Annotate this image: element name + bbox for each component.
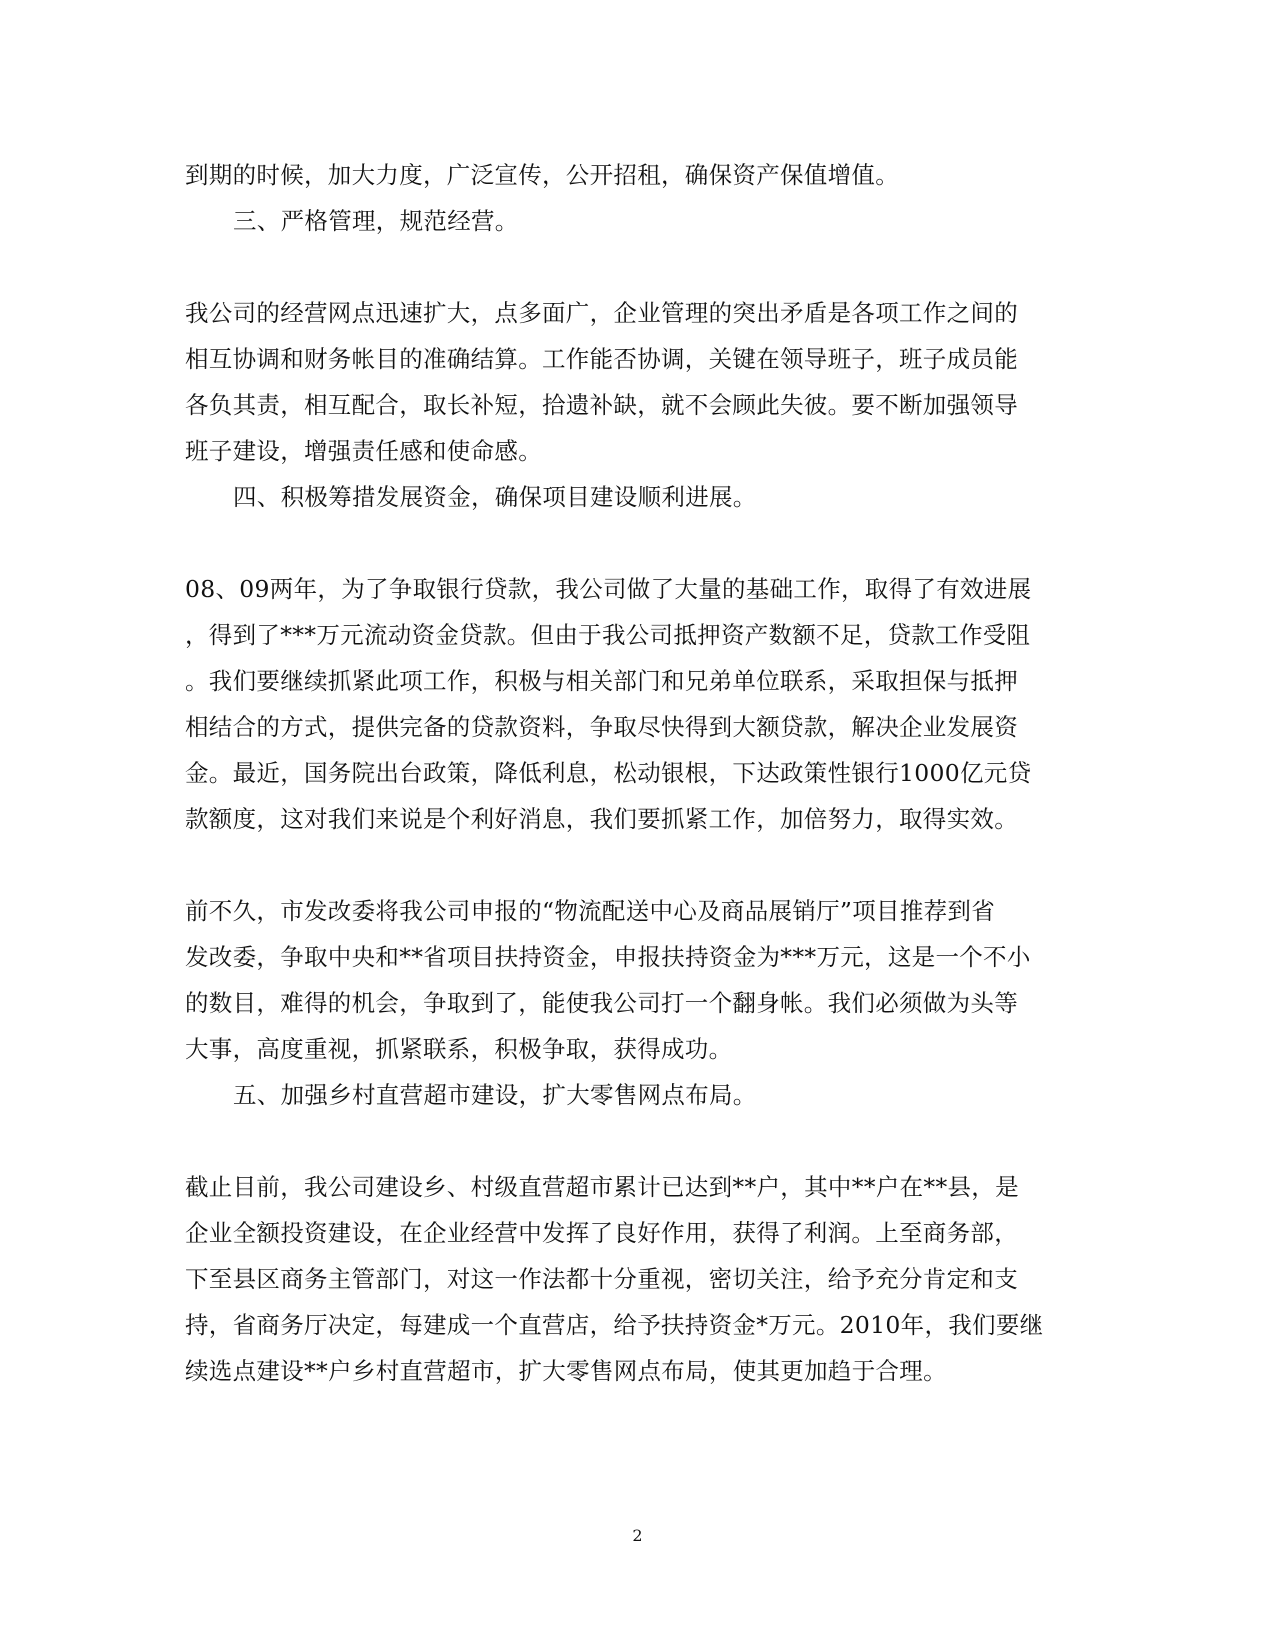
paragraph-line: 我公司的经营网点迅速扩大，点多面广，企业管理的突出矛盾是各项工作之间的 [185,299,1018,327]
paragraph-line: ，得到了***万元流动资金贷款。但由于我公司抵押资产数额不足，贷款工作受阻 [185,621,1031,649]
paragraph-line: 续选点建设**户乡村直营超市，扩大零售网点布局，使其更加趋于合理。 [185,1357,947,1385]
paragraph-line: 下至县区商务主管部门，对这一作法都十分重视，密切关注，给予充分肯定和支 [185,1265,1018,1293]
section-heading: 三、严格管理，规范经营。 [233,207,519,235]
paragraph-line: 。我们要继续抓紧此项工作，积极与相关部门和兄弟单位联系，采取担保与抵押 [185,667,1018,695]
paragraph-line: 发改委，争取中央和**省项目扶持资金，申报扶持资金为***万元，这是一个不小 [185,943,1031,971]
section-heading: 四、积极筹措发展资金，确保项目建设顺利进展。 [233,483,757,511]
paragraph-line: 持，省商务厅决定，每建成一个直营店，给予扶持资金*万元。2010年，我们要继 [185,1311,1044,1339]
paragraph-line: 相结合的方式，提供完备的贷款资料，争取尽快得到大额贷款，解决企业发展资 [185,713,1018,741]
paragraph-line: 金。最近，国务院出台政策，降低利息，松动银根，下达政策性银行1000亿元贷 [185,759,1032,787]
paragraph-line: 08、09两年，为了争取银行贷款，我公司做了大量的基础工作，取得了有效进展 [185,575,1032,603]
paragraph-line: 相互协调和财务帐目的准确结算。工作能否协调，关键在领导班子，班子成员能 [185,345,1018,373]
section-heading: 五、加强乡村直营超市建设，扩大零售网点布局。 [233,1081,757,1109]
paragraph-line: 款额度，这对我们来说是个利好消息，我们要抓紧工作，加倍努力，取得实效。 [185,805,1018,833]
paragraph-line: 的数目，难得的机会，争取到了，能使我公司打一个翻身帐。我们必须做为头等 [185,989,1018,1017]
paragraph-line: 到期的时候，加大力度，广泛宣传，公开招租，确保资产保值增值。 [185,161,899,189]
paragraph-line: 前不久，市发改委将我公司申报的“物流配送中心及商品展销厅”项目推荐到省 [185,897,996,925]
paragraph-line: 截止目前，我公司建设乡、村级直营超市累计已达到**户，其中**户在**县，是 [185,1173,1019,1201]
paragraph-line: 企业全额投资建设，在企业经营中发挥了良好作用，获得了利润。上至商务部， [185,1219,1018,1247]
paragraph-line: 班子建设，增强责任感和使命感。 [185,437,542,465]
paragraph-line: 大事，高度重视，抓紧联系，积极争取，获得成功。 [185,1035,733,1063]
page-number: 2 [632,1526,643,1545]
paragraph-line: 各负其责，相互配合，取长补短，拾遗补缺，就不会顾此失彼。要不断加强领导 [185,391,1018,419]
